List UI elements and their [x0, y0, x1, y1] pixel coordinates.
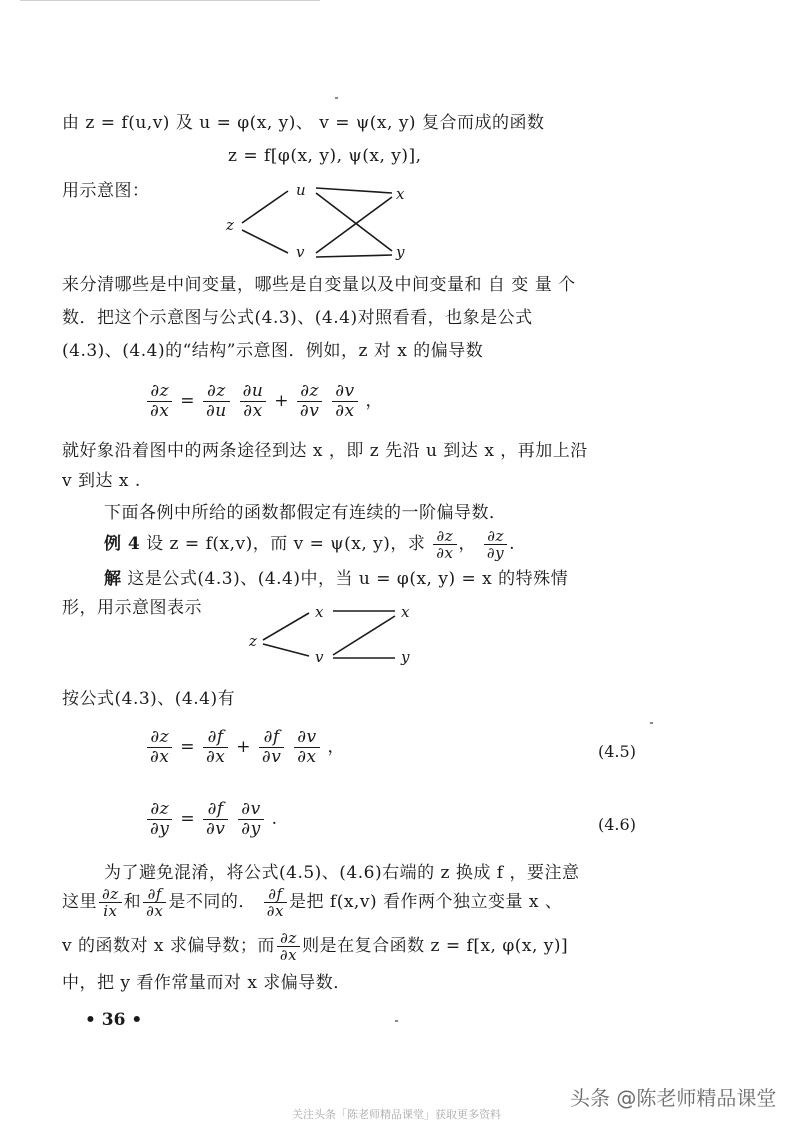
- frac-df-dx: $\frac{\partial f}{\partial x}$: [143, 886, 166, 919]
- text-line-5: 数．把这个示意图与公式(4.3)、(4.4)对照看看，也象是公式: [62, 308, 533, 328]
- text-line-16: v 的函数对 x 求偏导数；而 $\frac{\partial z}{\partial x}$ 则是在复合函数 z = f[x, φ(x, y)]: [62, 929, 569, 964]
- scan-edge-line: [20, 0, 320, 1]
- formula-4-5: $\frac{\partial z}{\partial x}$ = $\frac{\partial f}{\partial x}$ + $\frac{\partial f}{\partial v}$ $\frac{\partial v}{\partial x}$ ，: [145, 728, 345, 767]
- frac-dz-dx: $\frac{\partial z}{\partial x}$: [277, 930, 300, 963]
- frac-df-dx: $\frac{\partial f}{\partial x}$: [203, 728, 228, 767]
- scan-speck: [650, 722, 653, 724]
- formula-4-6: $\frac{\partial z}{\partial y}$ = $\frac{\partial f}{\partial v}$ $\frac{\partial v}{\partial y}$ .: [145, 800, 278, 839]
- formula-composite: z = f[φ(x, y), ψ(x, y)],: [228, 146, 422, 166]
- solution-line: 解 这是公式(4.3)、(4.4)中，当 u = φ(x, y) = x 的特殊情: [104, 569, 569, 589]
- equation-number-4-6: (4.6): [598, 815, 636, 834]
- edge-v-x: [333, 616, 395, 655]
- frac-df-dv: $\frac{\partial f}{\partial v}$: [203, 800, 228, 839]
- edge-v-x: [316, 197, 392, 253]
- text-line-12: 形，用示意图表示: [62, 598, 202, 618]
- formula-chain-rule: $\frac{\partial z}{\partial x}$ = $\frac{\partial z}{\partial u}$ $\frac{\partial u}{\partial x}$ + $\frac{\partial z}{\partial v}$ $\frac{\partial v}{\partial x}$ ，: [145, 382, 383, 421]
- diagram1-leaf-y: y: [396, 243, 405, 261]
- frac-dz-dx: $\frac{\partial z}{\partial x}$: [147, 728, 172, 767]
- edge-z-x: [263, 613, 309, 640]
- solution-label: 解: [104, 569, 122, 589]
- frac-dz-dy: $\frac{\partial z}{\partial y}$: [147, 800, 172, 839]
- edge-u-x: [316, 188, 392, 193]
- example-text: 设 z = f(x,v)，而 v = ψ(x, y)，求: [146, 534, 426, 554]
- diagram2-mid-x: x: [315, 603, 324, 621]
- text-line-8: v 到达 x .: [62, 471, 141, 491]
- frac-df-dx: $\frac{\partial f}{\partial x}$: [264, 886, 287, 919]
- example-4: 例 4 设 z = f(x,v)，而 v = ψ(x, y)，求 $\frac{\partial z}{\partial x}$ ， $\frac{\partial z}{\partial y}$ .: [104, 527, 516, 562]
- frac-dz-du: $\frac{\partial z}{\partial u}$: [203, 382, 230, 421]
- text-line-4: 来分清哪些是中间变量，哪些是自变量以及中间变量和 自 变 量 个: [62, 275, 576, 295]
- frac-dv-dy: $\frac{\partial v}{\partial y}$: [238, 800, 263, 839]
- text-line-14: 为了避免混淆，将公式(4.5)、(4.6)右端的 z 换成 f ，要注意: [104, 863, 580, 883]
- diagram2-leaf-y: y: [401, 648, 410, 666]
- text-line-1: 由 z = f(u,v) 及 u = φ(x, y)、 v = ψ(x, y) 复合而成的函数: [62, 113, 545, 133]
- text-line-9: 下面各例中所给的函数都假定有连续的一阶偏导数．: [104, 503, 507, 523]
- example-label: 例 4: [104, 534, 141, 554]
- text-line-17: 中，把 y 看作常量而对 x 求偏导数．: [62, 973, 351, 993]
- frac-du-dx: $\frac{\partial u}{\partial x}$: [240, 382, 267, 421]
- diagram1-mid-v: v: [296, 243, 305, 261]
- equation-number-4-5: (4.5): [598, 742, 636, 761]
- text-line-6: (4.3)、(4.4)的“结构”示意图．例如，z 对 x 的偏导数: [62, 341, 484, 361]
- text-line-15: 这里 $\frac{\partial z}{ix}$ 和 $\frac{\partial f}{\partial x}$ 是不同的． $\frac{\partial f}{\partial x}$ 是把 f(x,v) 看作两个独立变量 x 、: [62, 885, 563, 920]
- scan-speck: [395, 1020, 398, 1022]
- diagram1-root: z: [226, 216, 234, 234]
- frac-dz-ix: $\frac{\partial z}{ix}$: [99, 886, 122, 919]
- edge-v-y: [316, 255, 392, 257]
- frac-dz-dy: $\frac{\partial z}{\partial y}$: [484, 528, 507, 561]
- edge-z-v: [242, 230, 288, 253]
- frac-dz-dv: $\frac{\partial z}{\partial v}$: [297, 382, 322, 421]
- composition-diagram-1: [220, 175, 420, 265]
- frac-dz-dx: $\frac{\partial z}{\partial x}$: [147, 382, 172, 421]
- diagram2-mid-v: v: [315, 648, 324, 666]
- diagram1-leaf-x: x: [396, 185, 405, 203]
- diagram2-root: z: [249, 632, 257, 650]
- frac-dv-dx: $\frac{\partial v}{\partial x}$: [332, 382, 357, 421]
- frac-dv-dx: $\frac{\partial v}{\partial x}$: [294, 728, 319, 767]
- edge-z-u: [242, 191, 288, 223]
- footer-note: 关注头条「陈老师精品课堂」获取更多资料: [292, 1108, 501, 1121]
- text-line-3: 用示意图：: [62, 181, 150, 201]
- frac-dz-dx: $\frac{\partial z}{\partial x}$: [433, 528, 456, 561]
- text-line-7: 就好象沿着图中的两条途径到达 x ，即 z 先沿 u 到达 x ，再加上沿: [62, 441, 588, 461]
- edge-z-v: [263, 644, 309, 656]
- diagram2-leaf-x: x: [401, 603, 410, 621]
- composition-diagram-2: [245, 600, 435, 670]
- edge-u-y: [316, 193, 392, 251]
- watermark: 头条 @陈老师精品课堂: [570, 1086, 777, 1110]
- scan-speck: [335, 97, 338, 99]
- text-line-13: 按公式(4.3)、(4.4)有: [62, 689, 236, 709]
- diagram1-mid-u: u: [296, 181, 306, 199]
- page-number: • 36 •: [85, 1010, 143, 1030]
- frac-df-dv: $\frac{\partial f}{\partial v}$: [259, 728, 284, 767]
